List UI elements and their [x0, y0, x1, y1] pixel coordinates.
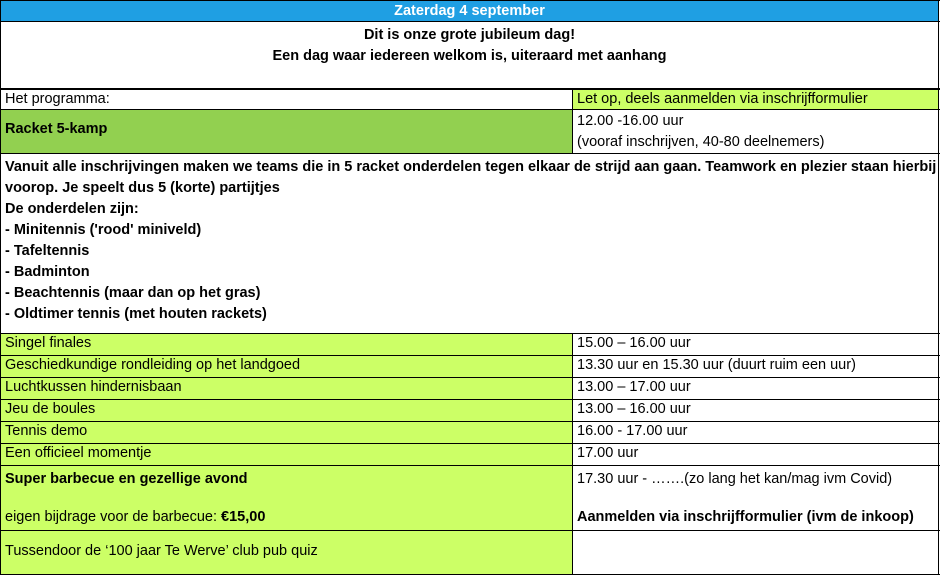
- program-label: Het programma:: [0, 90, 573, 109]
- schedule-row: [0, 422, 940, 444]
- bbq-time-cell: [573, 466, 939, 530]
- description-line: De onderdelen zijn:: [5, 201, 139, 217]
- description-cell: [0, 154, 939, 333]
- bbq-cell: [0, 466, 573, 530]
- date-header-row: [0, 0, 940, 22]
- schedule-activity: Jeu de boules: [0, 400, 573, 421]
- schedule-time: 13.00 – 16.00 uur: [573, 400, 939, 421]
- racket-time: 12.00 -16.00 uur: [577, 113, 684, 129]
- racket-title: Racket 5-kamp: [0, 110, 573, 153]
- description-line: - Minitennis ('rood' miniveld): [5, 222, 202, 238]
- schedule-time: 13.00 – 17.00 uur: [573, 378, 939, 399]
- description-line: - Badminton: [5, 264, 90, 280]
- description-line: voorop. Je speelt dus 5 (korte) partijtjes: [5, 180, 280, 196]
- racket-row: [0, 110, 940, 154]
- schedule-time: 17.00 uur: [573, 444, 939, 465]
- bbq-time: 17.30 uur - …….(zo lang het kan/mag ivm Covid): [577, 471, 893, 487]
- schedule-row: [0, 400, 940, 422]
- bbq-row: [0, 466, 940, 531]
- schedule-time: 16.00 - 17.00 uur: [573, 422, 939, 443]
- schedule-row: [0, 378, 940, 400]
- program-header-row: [0, 89, 940, 110]
- schedule-activity: Luchtkussen hindernisbaan: [0, 378, 573, 399]
- racket-detail: (vooraf inschrijven, 40-80 deelnemers): [577, 134, 825, 150]
- description-line: - Oldtimer tennis (met houten rackets): [5, 306, 267, 322]
- schedule-time: 13.30 uur en 15.30 uur (duurt ruim een uur): [573, 356, 939, 377]
- program-note: Let op, deels aanmelden via inschrijfformulier: [573, 90, 939, 109]
- schedule-activity: Geschiedkundige rondleiding op het landgoed: [0, 356, 573, 377]
- bbq-contribution: [5, 507, 265, 528]
- bbq-signup: Aanmelden via inschrijfformulier (ivm de inkoop): [577, 509, 914, 525]
- description-line: - Beachtennis (maar dan op het gras): [5, 285, 261, 301]
- description-line: - Tafeltennis: [5, 243, 90, 259]
- date-header: Zaterdag 4 september: [0, 1, 939, 21]
- description-line: Vanuit alle inschrijvingen maken we teams die in 5 racket onderdelen tegen elkaar de strijd aan gaan. Teamwork en plezier staan hierbij: [5, 159, 937, 175]
- schedule-activity: Tennis demo: [0, 422, 573, 443]
- schedule-activity: Singel finales: [0, 334, 573, 355]
- quiz-activity: Tussendoor de ‘100 jaar Te Werve’ club pub quiz: [0, 531, 573, 574]
- schedule-time: 15.00 – 16.00 uur: [573, 334, 939, 355]
- quiz-time: [573, 531, 939, 574]
- intro-cell: [0, 22, 939, 88]
- schedule-row: [0, 444, 940, 466]
- bbq-contribution-amount: €15,00: [221, 509, 266, 525]
- intro-line-2: Een dag waar iedereen welkom is, uiteraard met aanhang: [272, 48, 667, 64]
- intro-row: [0, 22, 940, 89]
- schedule-activity: Een officieel momentje: [0, 444, 573, 465]
- description-row: [0, 154, 940, 334]
- schedule-row: [0, 334, 940, 356]
- bbq-title: Super barbecue en gezellige avond: [5, 471, 248, 487]
- quiz-row: [0, 531, 940, 575]
- intro-line-1: Dit is onze grote jubileum dag!: [363, 27, 576, 43]
- racket-time-cell: [573, 110, 939, 153]
- schedule-row: [0, 356, 940, 378]
- bbq-contribution-label: eigen bijdrage voor de barbecue:: [5, 509, 222, 525]
